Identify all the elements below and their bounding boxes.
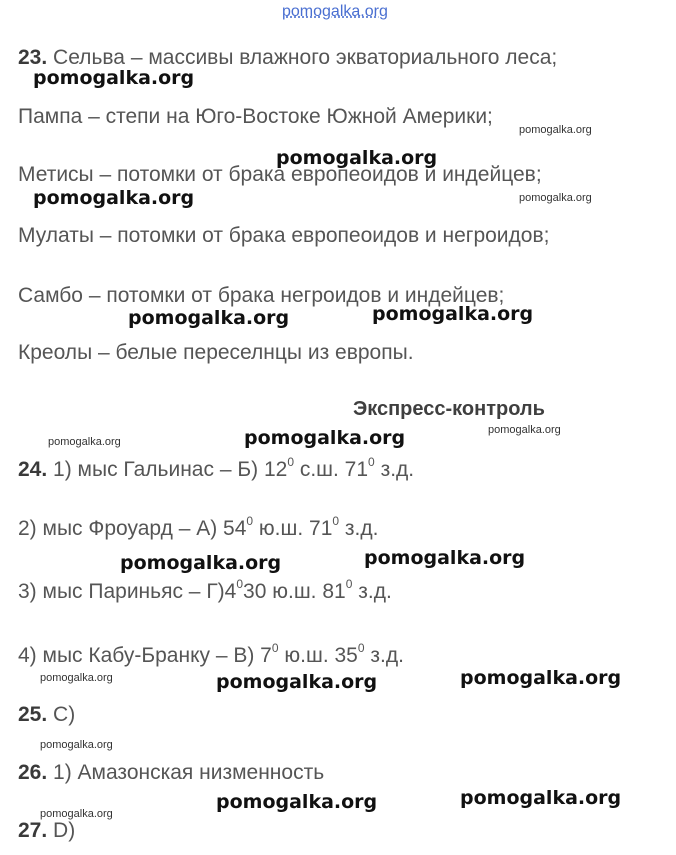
q27-number: 27. <box>18 819 48 842</box>
watermark: pomogalka.org <box>276 147 438 169</box>
watermark: pomogalka.org <box>460 787 622 809</box>
q24-number: 24. <box>18 458 48 481</box>
q24-item2-b: ю.ш. 71 <box>253 517 333 540</box>
watermark-top: pomogalka.org <box>282 3 388 20</box>
q23-line-6: Креолы – белые переселнцы из европы. <box>18 341 414 364</box>
watermark: pomogalka.org <box>519 124 592 136</box>
q24-item3-a: 3) мыс Париньяс – Г)4 <box>18 580 237 603</box>
q27-text: D) <box>47 819 76 842</box>
q24-item1-sup2: 0 <box>368 455 375 469</box>
watermark: pomogalka.org <box>460 667 622 689</box>
watermark: pomogalka.org <box>216 671 378 693</box>
watermark: pomogalka.org <box>40 672 113 684</box>
q25-line <box>18 702 75 728</box>
q24-item3-sup1: 0 <box>236 577 244 591</box>
q23-line-2: Пампа – степи на Юго-Востоке Южной Америки; <box>18 105 493 128</box>
watermark: pomogalka.org <box>48 436 121 448</box>
q24-item2-a: 2) мыс Фроуард – А) 54 <box>18 517 247 540</box>
q24-line-3 <box>18 579 392 605</box>
q24-item3-sup2: 0 <box>345 577 353 591</box>
watermark: pomogalka.org <box>40 808 113 820</box>
watermark: pomogalka.org <box>128 307 290 329</box>
q24-item1-sup1: 0 <box>287 455 294 469</box>
q24-item2-sup2: 0 <box>332 514 340 528</box>
q25-number: 25. <box>18 703 48 726</box>
q24-item1-b: с.ш. 71 <box>294 458 369 481</box>
q27-line <box>18 818 75 844</box>
q26-text: 1) Амазонская низменность <box>47 761 325 784</box>
q24-item4-sup1: 0 <box>271 641 279 655</box>
q24-item1-c: з.д. <box>374 458 415 481</box>
watermark: pomogalka.org <box>244 427 406 449</box>
q24-item4-b: ю.ш. 35 <box>278 644 358 667</box>
q23-line-4: Мулаты – потомки от брака европеоидов и негроидов; <box>18 224 550 247</box>
watermark: pomogalka.org <box>372 303 534 325</box>
q23-text-1: Сельва – массивы влажного экваториального леса; <box>47 46 558 69</box>
q24-item4-a: 4) мыс Кабу-Бранку – В) 7 <box>18 644 272 667</box>
q24-item4-sup2: 0 <box>357 641 365 655</box>
q24-line-1 <box>18 457 414 483</box>
q23-line-3: Метисы – потомки от брака европеоидов и индейцев; <box>18 163 542 186</box>
q25-text: C) <box>47 703 76 726</box>
watermark: pomogalka.org <box>40 739 113 751</box>
q24-item2-sup1: 0 <box>246 514 254 528</box>
q26-number: 26. <box>18 761 48 784</box>
watermark: pomogalka.org <box>519 192 592 204</box>
watermark: pomogalka.org <box>216 791 378 813</box>
q24-line-2 <box>18 516 378 542</box>
watermark: pomogalka.org <box>33 67 195 89</box>
q24-item2-c: з.д. <box>339 517 379 540</box>
q24-item4-c: з.д. <box>364 644 404 667</box>
watermark: pomogalka.org <box>488 424 561 436</box>
q24-item3-c: з.д. <box>352 580 392 603</box>
q23-line-5: Самбо – потомки от брака негроидов и индейцев; <box>18 284 505 307</box>
q24-item3-b: 30 ю.ш. 81 <box>243 580 346 603</box>
q24-item1-a: 1) мыс Гальинас – Б) 12 <box>47 458 288 481</box>
section-heading: Экспресс-контроль <box>353 398 545 420</box>
watermark: pomogalka.org <box>120 552 282 574</box>
watermark: pomogalka.org <box>33 187 195 209</box>
q24-line-4 <box>18 643 404 669</box>
watermark: pomogalka.org <box>364 547 526 569</box>
q26-line <box>18 760 324 786</box>
q23-number: 23. <box>18 46 48 69</box>
